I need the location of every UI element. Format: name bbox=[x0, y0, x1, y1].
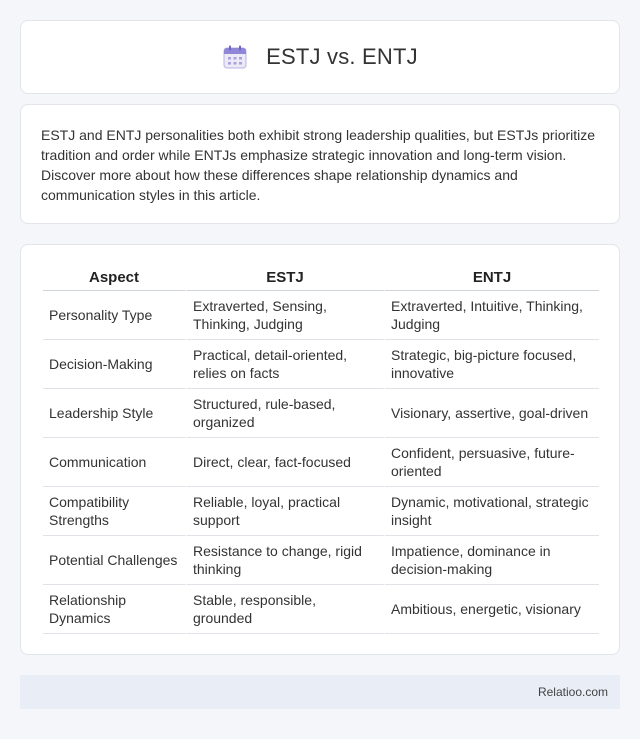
aspect-cell: Leadership Style bbox=[43, 389, 187, 438]
aspect-cell: Compatibility Strengths bbox=[43, 487, 187, 536]
column-header-estj: ESTJ bbox=[187, 265, 385, 291]
table-header-row bbox=[43, 265, 599, 291]
estj-cell: Direct, clear, fact-focused bbox=[187, 438, 385, 487]
intro-card bbox=[20, 104, 620, 224]
aspect-cell: Communication bbox=[43, 438, 187, 487]
entj-cell: Visionary, assertive, goal-driven bbox=[385, 389, 599, 438]
column-header-entj: ENTJ bbox=[385, 265, 599, 291]
footer-site-link[interactable]: Relatioo.com bbox=[537, 685, 608, 699]
aspect-cell: Decision-Making bbox=[43, 340, 187, 389]
aspect-cell: Personality Type bbox=[43, 291, 187, 340]
comparison-table bbox=[43, 265, 599, 634]
estj-cell: Stable, responsible, grounded bbox=[187, 585, 385, 634]
aspect-cell: Potential Challenges bbox=[43, 536, 187, 585]
entj-cell: Strategic, big-picture focused, innovative bbox=[385, 340, 599, 389]
table-row bbox=[43, 389, 599, 438]
entj-cell: Confident, persuasive, future-oriented bbox=[385, 438, 599, 487]
table-row bbox=[43, 438, 599, 487]
estj-cell: Practical, detail-oriented, relies on facts bbox=[187, 340, 385, 389]
calendar-icon bbox=[222, 44, 248, 70]
entj-cell: Dynamic, motivational, strategic insight bbox=[385, 487, 599, 536]
estj-cell: Structured, rule-based, organized bbox=[187, 389, 385, 438]
table-row bbox=[43, 340, 599, 389]
page-title: ESTJ vs. ENTJ bbox=[266, 44, 418, 69]
table-row bbox=[43, 585, 599, 634]
table-row bbox=[43, 291, 599, 340]
table-row bbox=[43, 536, 599, 585]
entj-cell: Extraverted, Intuitive, Thinking, Judging bbox=[385, 291, 599, 340]
header bbox=[222, 44, 418, 70]
aspect-cell: Relationship Dynamics bbox=[43, 585, 187, 634]
footer bbox=[20, 675, 620, 709]
entj-cell: Ambitious, energetic, visionary bbox=[385, 585, 599, 634]
estj-cell: Reliable, loyal, practical support bbox=[187, 487, 385, 536]
entj-cell: Impatience, dominance in decision-making bbox=[385, 536, 599, 585]
comparison-table-card bbox=[20, 244, 620, 655]
header-card bbox=[20, 20, 620, 94]
estj-cell: Resistance to change, rigid thinking bbox=[187, 536, 385, 585]
estj-cell: Extraverted, Sensing, Thinking, Judging bbox=[187, 291, 385, 340]
intro-text: ESTJ and ENTJ personalities both exhibit strong leadership qualities, but ESTJs prioritize tradition and order while ENTJs emphasize strategic innovation and long-term vision. Discover more about how these differences shape relationship dynamics and communication styles in this article. bbox=[41, 127, 596, 203]
table-row bbox=[43, 487, 599, 536]
column-header-aspect: Aspect bbox=[43, 265, 187, 291]
